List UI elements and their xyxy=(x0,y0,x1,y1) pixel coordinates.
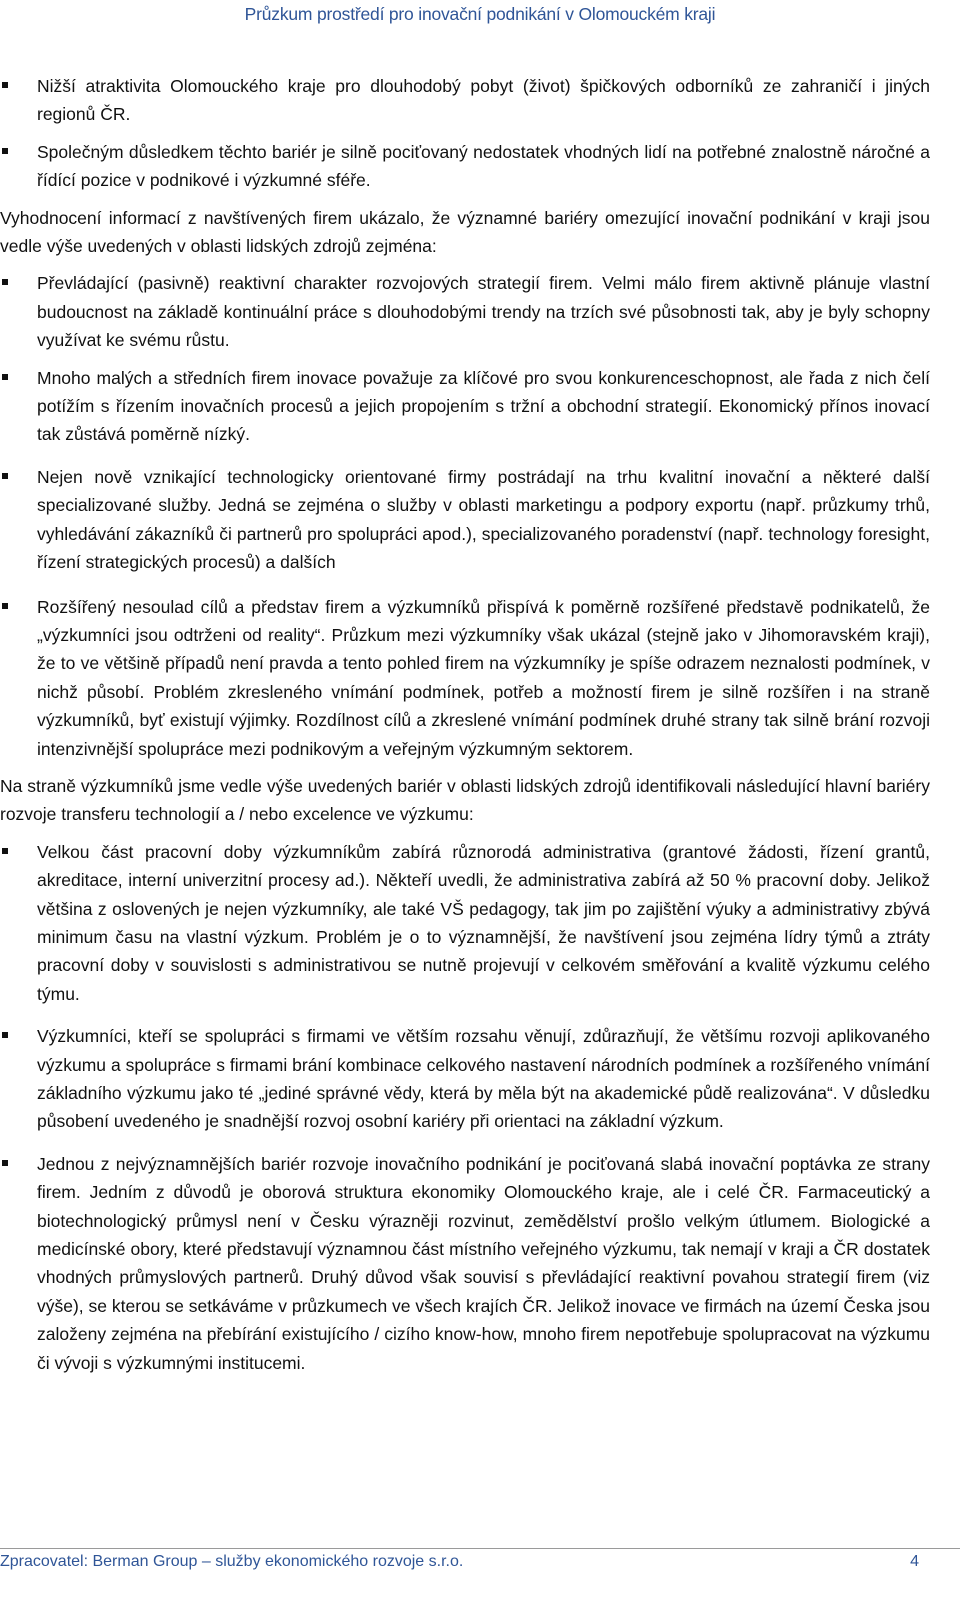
square-bullet-icon xyxy=(2,603,8,609)
bullet-item-reactive-strategies xyxy=(0,269,930,354)
document-body xyxy=(0,72,930,1377)
bullet-text: Rozšířený nesoulad cílů a představ firem a výzkumníků přispívá k poměrně rozšířené představě podnikatelů, že „výzkumníci jsou odtrženi od reality“. Průzkum mezi výzkumníky však ukázal (stejně jako v Jihomoravském kraji), že to ve většině případů není pravda a tento pohled firem na výzkumníky je spíše odrazem neznalosti podmínek, v nichž působí. Problém zkresleného vnímání podmínek, potřeb a možností firem je silně rozšířen i na straně výzkumníků, byť existují výjimky. Rozdílnost cílů a zkreslené vnímání podmínek druhé strany tak silně brání rozvoji intenzivnější spolupráce mezi podnikovým a veřejným výzkumným sektorem. xyxy=(37,596,930,759)
bullet-item-goal-mismatch xyxy=(0,593,930,763)
bullet-text: Výzkumníci, kteří se spolupráci s firmami ve větším rozsahu věnují, zdůrazňují, že většímu rozvoji aplikovaného výzkumu a spolupráce s firmami brání kombinace celkového nastavení národních podmínek a rozšířeného vnímání základního výzkumu jako té „jediné správné vědy, která by měla být na akademické půdě realizována“. V důsledku působení uvedeného je snadnější rozvoj osobní kariéry při orientaci na základní výzkum. xyxy=(37,1026,930,1132)
square-bullet-icon xyxy=(2,279,8,285)
bullet-text: Velkou část pracovní doby výzkumníkům zabírá různorodá administrativa (grantové žádosti, řízení grantů, akreditace, interní univerzitní procesy ad.). Někteří uvedli, že administrativa zabírá až 50 % pracovní doby. Jelikož většina z oslovených je nejen výzkumníky, ale také VŠ pedagogy, tak jim po zajištění výuky a administrativy zbývá minimum času na vlastní výzkum. Problém je o to významnější, že navštívení jsou zejména lídry týmů a ztráty pracovní doby v souvislosti s administrativou se nutně projevují v celkovém směřování a kvalitě výzkumu celého týmu. xyxy=(37,841,930,1004)
paragraph-researchers-intro xyxy=(0,772,930,829)
bullet-item-applied-research xyxy=(0,1022,930,1136)
paragraph-firms-intro xyxy=(0,204,930,261)
square-bullet-icon xyxy=(2,82,8,88)
bullet-item-innovation-management xyxy=(0,364,930,449)
square-bullet-icon xyxy=(2,473,8,479)
square-bullet-icon xyxy=(2,848,8,854)
bullet-item-shortage xyxy=(0,138,930,195)
bullet-text: Mnoho malých a středních firem inovace považuje za klíčové pro svou konkurenceschopnost, ale řada z nich čelí potížím s řízením inovačních procesů a jejich propojením s tržní a obchodní strategií. Ekonomický přínos inovací tak zůstává poměrně nízký. xyxy=(37,367,930,445)
bullet-text: Společným důsledkem těchto bariér je silně pociťovaný nedostatek vhodných lidí na potřebné znalostně náročné a řídící pozice v podnikové i výzkumné sféře. xyxy=(37,141,930,191)
bullet-text: Nižší atraktivita Olomouckého kraje pro dlouhodobý pobyt (život) špičkových odborníků ze zahraničí i jiných regionů ČR. xyxy=(37,76,930,125)
page-header xyxy=(0,4,960,25)
square-bullet-icon xyxy=(2,1160,8,1166)
square-bullet-icon xyxy=(2,1032,8,1038)
paragraph-text: Vyhodnocení informací z navštívených firem ukázalo, že významné bariéry omezující inovační podnikání v kraji jsou vedle výše uvedených v oblasti lidských zdrojů zejména: xyxy=(0,207,930,257)
bullet-item-administration xyxy=(0,838,930,1008)
footer-company: Zpracovatel: Berman Group – služby ekonomického rozvoje s.r.o. xyxy=(0,1553,464,1570)
bullet-item-specialized-services xyxy=(0,463,930,577)
square-bullet-icon xyxy=(2,374,8,380)
bullet-item-weak-demand xyxy=(0,1150,930,1377)
document-title: Průzkum prostředí pro inovační podnikání v Olomouckém kraji xyxy=(244,4,716,24)
bullet-item-attractiveness xyxy=(0,72,930,129)
square-bullet-icon xyxy=(2,148,8,154)
bullet-text: Jednou z nejvýznamnějších bariér rozvoje inovačního podnikání je pociťovaná slabá inovační poptávka ze strany firem. Jedním z důvodů je oborová struktura ekonomiky Olomouckého kraje, ale i celé ČR. Farmaceutický a biotechnologický průmysl není v Česku výrazněji rozvinut, zemědělství prošlo velkým útlumem. Biologické a medicínské obory, které představují významnou část místního veřejného výzkumu, tak nemají v kraji a ČR dostatek vhodných průmyslových partnerů. Druhý důvod však souvisí s převládající reaktivní povahou strategií firem (viz výše), se kterou se setkáváme v průzkumech ve všech krajích ČR. Jelikož inovace ve firmách na území Česka jsou založeny zejména na přebírání existujícího / cizího know-how, mnoho firem nepotřebuje spolupracovat na výzkumu či vývoji s výzkumnými institucemi. xyxy=(37,1153,930,1373)
page-footer xyxy=(0,1548,960,1589)
paragraph-text: Na straně výzkumníků jsme vedle výše uvedených bariér v oblasti lidských zdrojů identifikovali následující hlavní bariéry rozvoje transferu technologií a / nebo excelence ve výzkumu: xyxy=(0,775,930,825)
bullet-text: Nejen nově vznikající technologicky orientované firmy postrádají na trhu kvalitní inovační a některé další specializované služby. Jedná se zejména o služby v oblasti marketingu a podpory exportu (např. průzkumy trhů, vyhledávání zákazníků či partnerů pro spolupráci apod.), specializovaného poradenství (např. technology foresight, řízení strategických procesů) a dalších xyxy=(37,466,930,573)
page-number: 4 xyxy=(910,1553,919,1570)
bullet-text: Převládající (pasivně) reaktivní charakter rozvojových strategií firem. Velmi málo firem aktivně plánuje vlastní budoucnost na základě kontinuální práce s dlouhodobými trendy na trzích své působnosti tak, aby je byly schopny využívat ke svému růstu. xyxy=(37,273,930,351)
